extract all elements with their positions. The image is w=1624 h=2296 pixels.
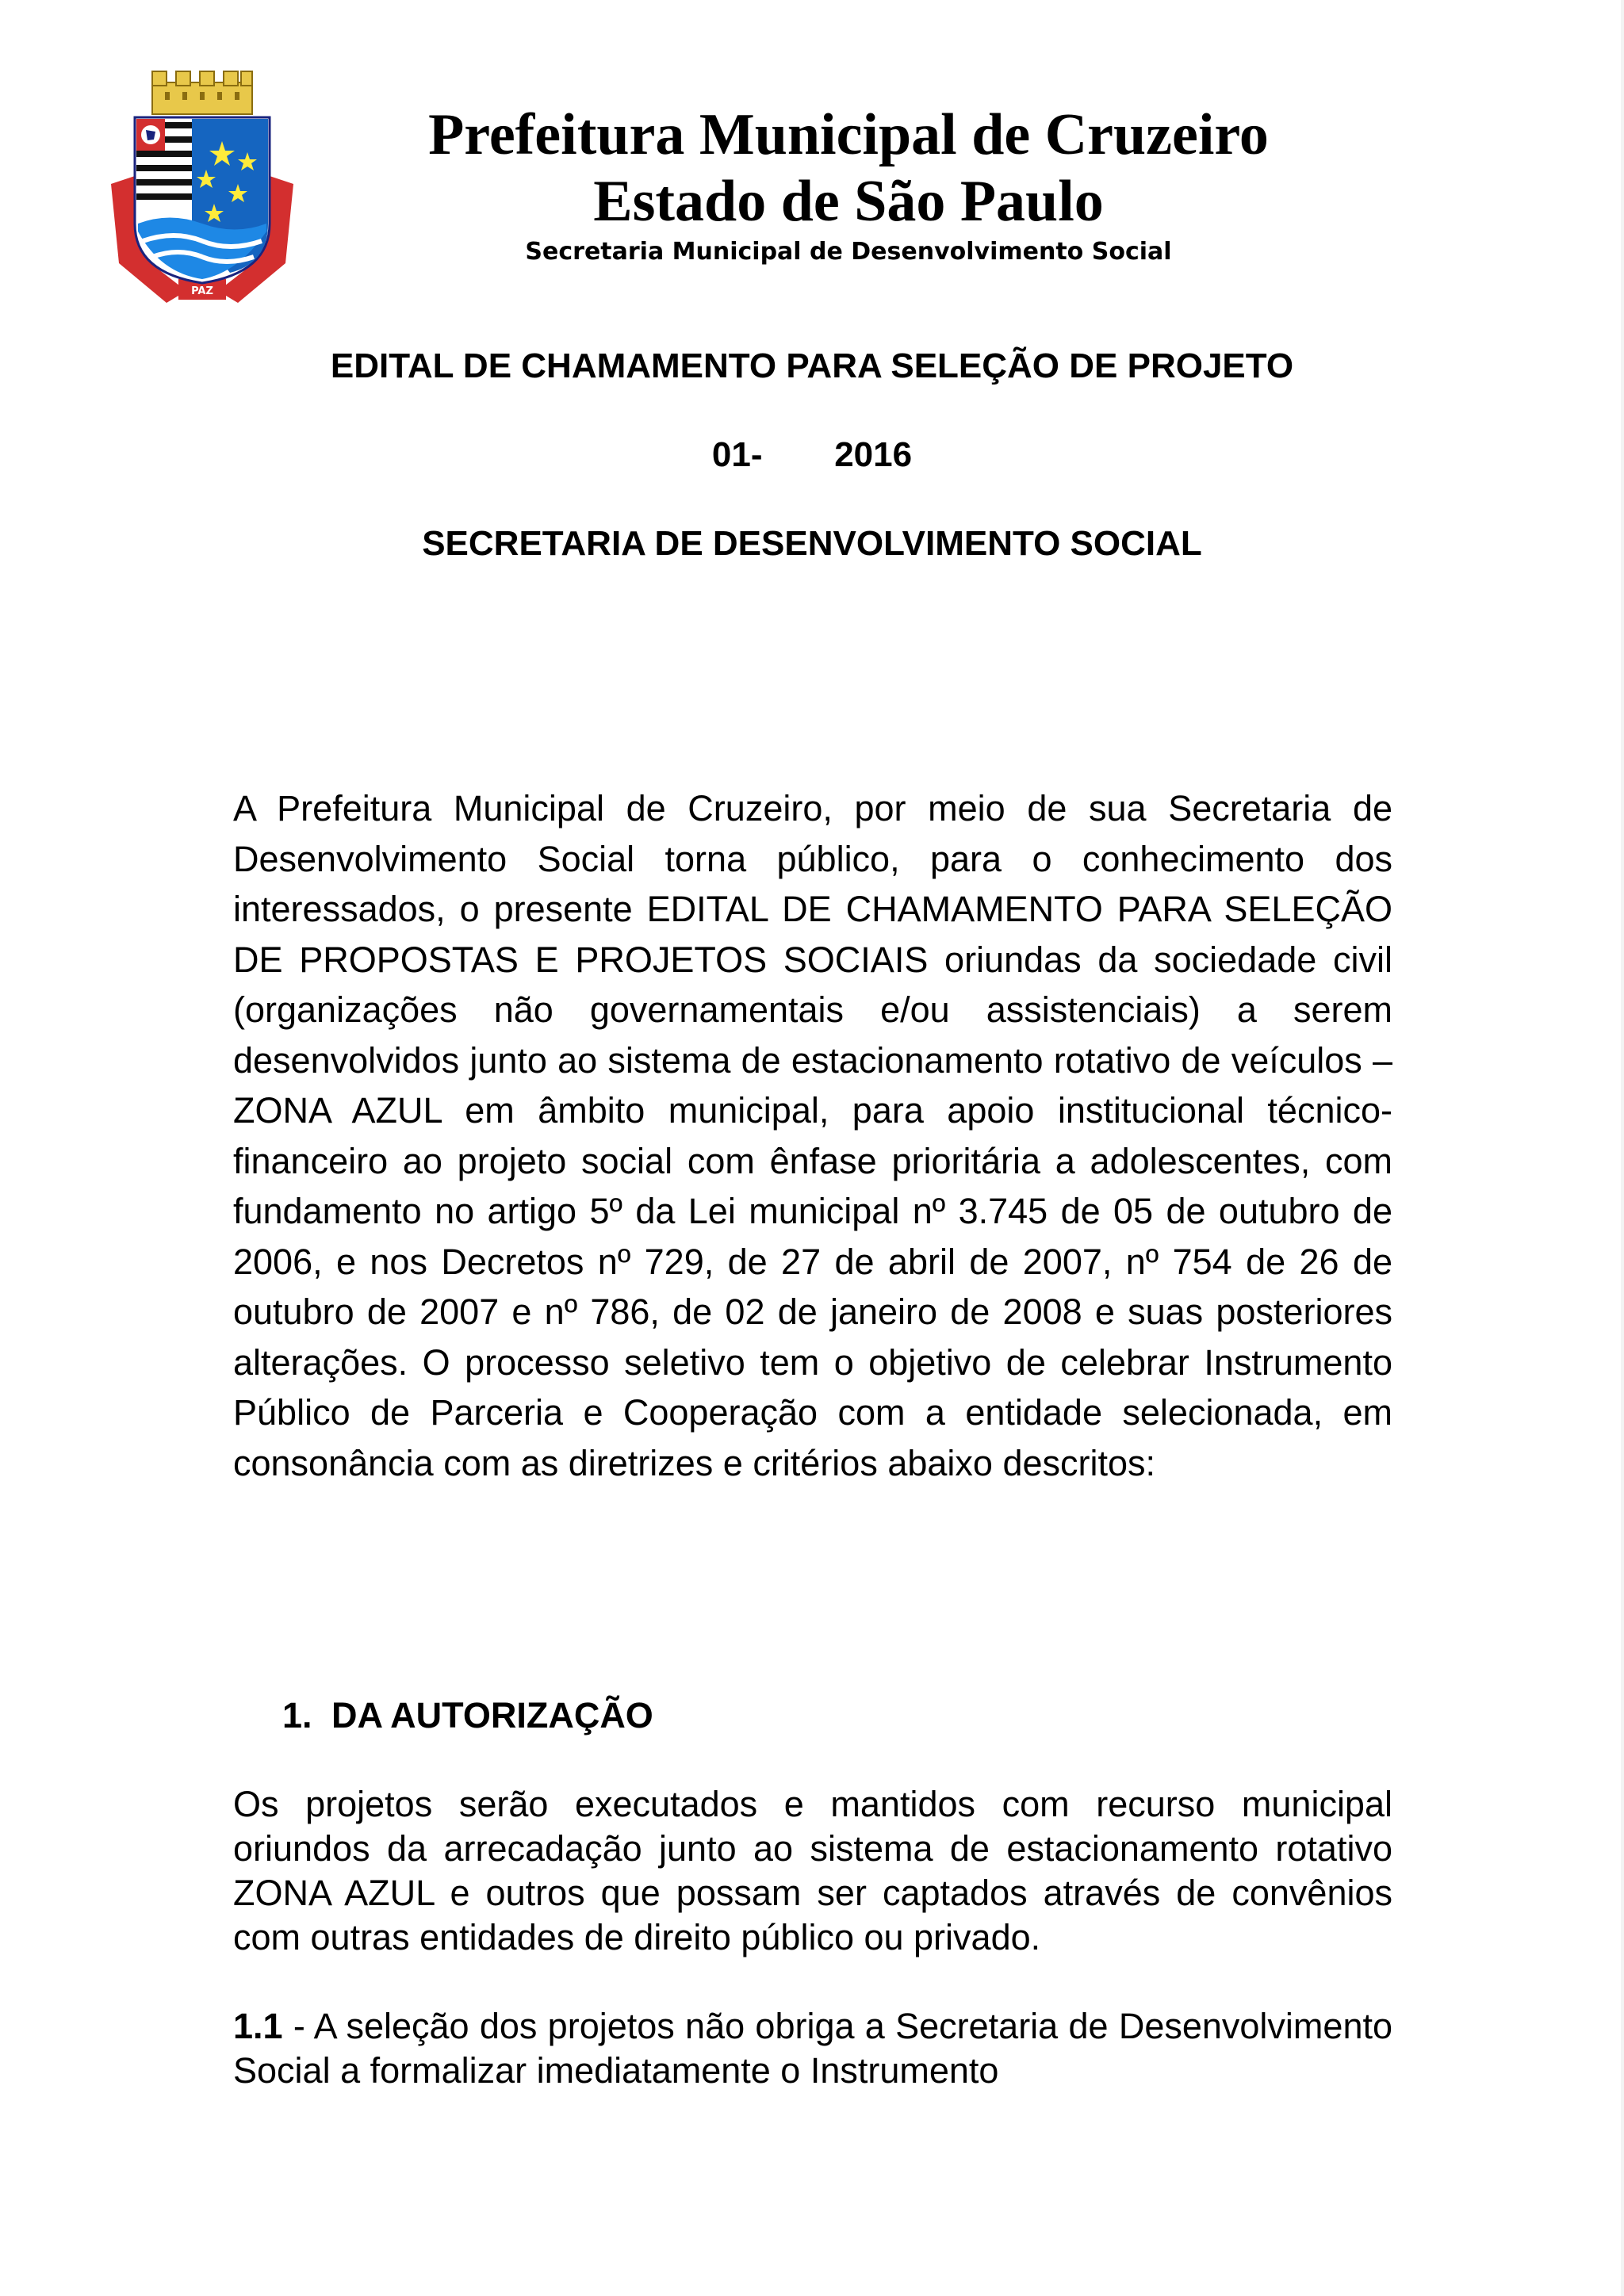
edital-title: EDITAL DE CHAMAMENTO PARA SELEÇÃO DE PROJETO [330,346,1294,385]
subsection-text: - A seleção dos projetos não obriga a Secretaria de Desenvolvimento Social a formalizar imediatamente o Instrumento [233,2006,1392,2091]
coat-of-arms-icon [103,65,301,303]
header-municipality: Prefeitura Municipal de Cruzeiro [428,102,1269,167]
subsection-paragraph [233,2004,1392,2093]
header-state: Estado de São Paulo [593,169,1104,234]
section-heading [282,1693,653,1738]
page-edge [1621,0,1624,2296]
section-paragraph: Os projetos serão executados e mantidos com recurso municipal oriundos da arrecadação junto ao sistema de estacionamento rotativo ZONA AZUL e outros que possam ser captados através de convênios com outras entidades de direito público ou privado. [233,1784,1413,1957]
subsection-number: 1.1 [233,2006,283,2046]
svg-text:PAZ: PAZ [191,285,213,297]
edital-secretariat: SECRETARIA DE DESENVOLVIMENTO SOCIAL [422,524,1202,563]
intro-paragraph: A Prefeitura Municipal de Cruzeiro, por meio de sua Secretaria de Desenvolvimento Social torna público, para o conhecimento dos interessados, o presente EDITAL DE CHAMAMENTO PARA SELEÇÃO DE PROPOSTAS E PROJETOS SOCIAIS oriundas da sociedade civil (organizações não governamentais e/ou assistenciais) a serem desenvolvidos junto ao sistema de estacionamento rotativo de veículos – ZONA AZUL em âmbito municipal, para apoio institucional técnico-financeiro ao projeto social com ênfase prioritária a adolescentes, com fundamento no artigo 5º da Lei municipal nº 3.745 de 05 de outubro de 2006, e nos Decretos nº 729, de 27 de abril de 2007, nº 754 de 26 de outubro de 2007 e nº 786, de 02 de janeiro de 2008 e suas posteriores alterações. O processo seletivo tem o objetivo de celebrar Instrumento Público de Parceria e Cooperação com a entidade selecionada, em consonância com as diretrizes e critérios abaixo descritos: [233,788,1392,1483]
section-title: DA AUTORIZAÇÃO [331,1695,653,1735]
header-secretariat: Secretaria Municipal de Desenvolvimento Social [525,238,1172,266]
edital-number: 01- 2016 [711,435,913,474]
section-number: 1. [282,1695,312,1735]
